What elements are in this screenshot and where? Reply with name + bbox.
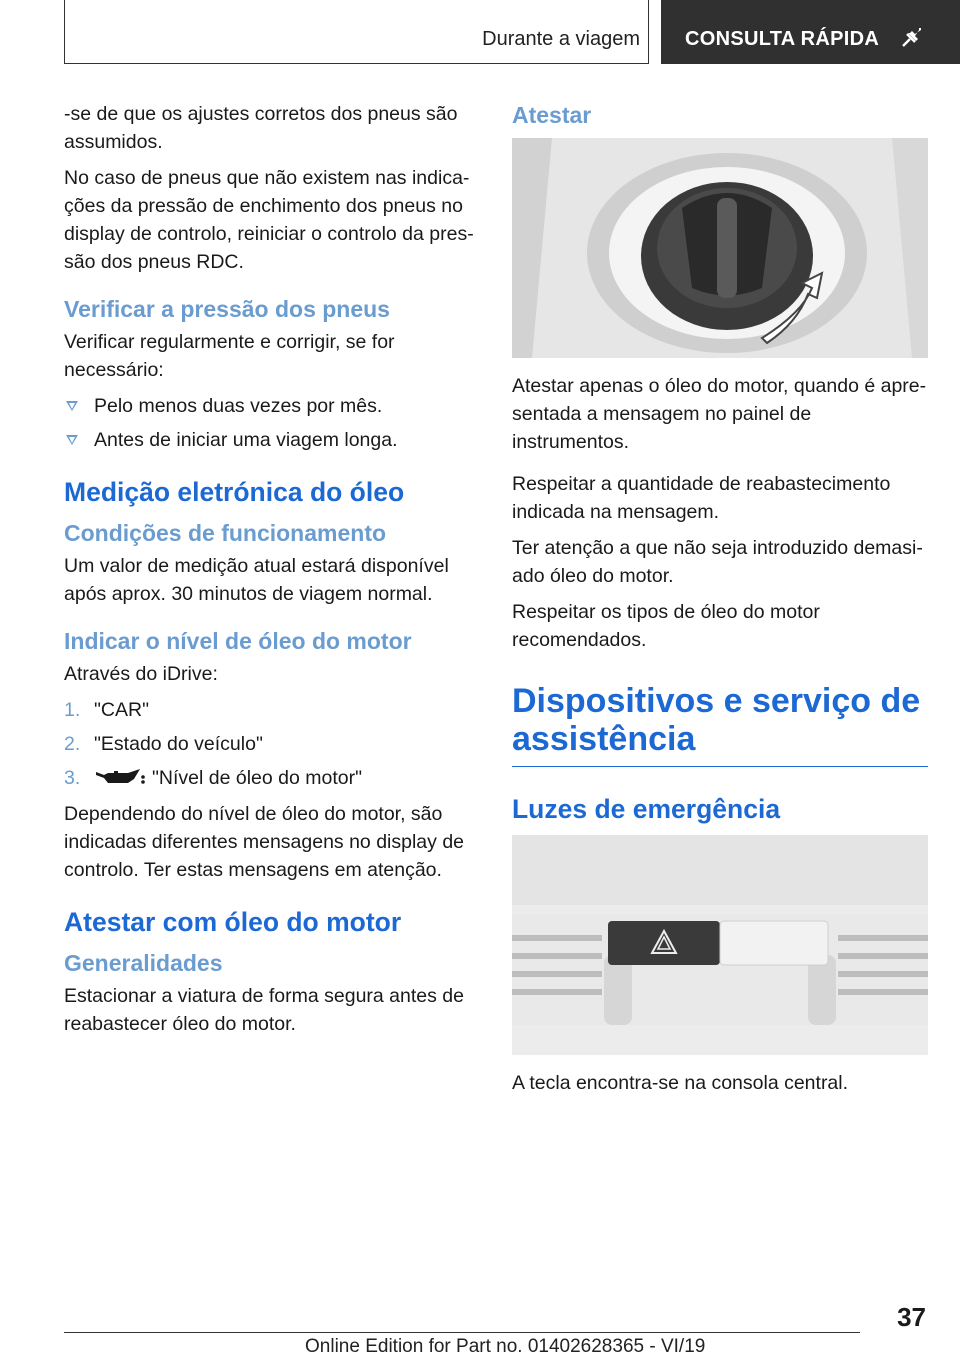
bullet-list xyxy=(64,392,476,454)
heading-medicao-oleo: Medição eletrónica do óleo xyxy=(64,477,405,507)
section-title: Durante a viagem xyxy=(482,28,640,50)
paragraph: Dependendo do nível de óleo do motor, são indicadas diferentes mensagens no display de controlo. Ter estas mensagens em atenção. xyxy=(64,803,465,881)
step-number: 1. xyxy=(64,699,81,721)
heading-condicoes: Condições de funcionamento xyxy=(64,520,387,546)
step-text: "Estado do veículo" xyxy=(94,733,263,755)
left-column xyxy=(64,100,476,1046)
step-number: 3. xyxy=(64,767,81,789)
paragraph: Atestar apenas o óleo do motor, quando é apresentada a mensagem no painel de instrumentos. xyxy=(512,375,927,453)
step-item xyxy=(64,730,476,758)
footer-divider xyxy=(64,1332,860,1333)
paragraph: Um valor de medição atual estará disponível após aprox. 30 minutos de viagem normal. xyxy=(64,555,449,605)
tab-title: CONSULTA RÁPIDA xyxy=(685,28,880,50)
paragraph: Através do iDrive: xyxy=(64,663,218,685)
heading-atestar: Atestar xyxy=(512,102,592,128)
heading-luzes-emergencia: Luzes de emergência xyxy=(512,794,781,824)
triangle-bullet-icon xyxy=(66,435,78,445)
paragraph: Respeitar os tipos de óleo do motor recomendados. xyxy=(512,601,820,651)
paragraph: A tecla encontra-se na consola central. xyxy=(512,1072,849,1094)
paragraph: Respeitar a quantidade de reabastecimento indicada na mensagem. xyxy=(512,473,891,523)
heading-atestar-oleo: Atestar com óleo do motor xyxy=(64,907,402,937)
right-column xyxy=(512,100,928,1105)
hazard-button-photo xyxy=(512,835,928,1055)
step-item xyxy=(64,764,476,792)
triangle-bullet-icon xyxy=(66,401,78,411)
list-item xyxy=(64,426,476,454)
oil-can-icon xyxy=(94,767,146,787)
step-number: 2. xyxy=(64,733,81,755)
heading-indicar-nivel: Indicar o nível de óleo do motor xyxy=(64,628,412,654)
edition-note: Online Edition for Part no. 01402628365 - VI/19 xyxy=(305,1336,706,1357)
paragraph: Ter atenção a que não seja introduzido demasiado óleo do motor. xyxy=(512,537,923,587)
paragraph: -se de que os ajustes corretos dos pneus são assumidos. xyxy=(64,103,458,153)
paragraph: No caso de pneus que não existem nas indicações da pressão de enchimento dos pneus no display de controlo, reiniciar o controlo da pressão dos pneus RDC. xyxy=(64,167,474,273)
step-text: "CAR" xyxy=(94,699,150,721)
list-item-text: Pelo menos duas vezes por mês. xyxy=(94,395,383,417)
list-item-text: Antes de iniciar uma viagem longa. xyxy=(94,429,398,451)
list-item xyxy=(64,392,476,420)
heading-dispositivos: Dispositivos e serviço de assistência xyxy=(512,682,928,767)
heading-generalidades: Generalidades xyxy=(64,950,223,976)
step-list xyxy=(64,696,476,792)
heading-verificar-pressao: Verificar a pressão dos pneus xyxy=(64,296,390,322)
paragraph: Verificar regularmente e corrigir, se for necessário: xyxy=(64,331,395,381)
page-number: 37 xyxy=(897,1302,926,1332)
oil-cap-photo xyxy=(512,138,928,358)
step-item xyxy=(64,696,476,724)
pin-icon xyxy=(897,24,925,52)
quick-reference-tab[interactable] xyxy=(661,0,960,64)
step-text: "Nível de óleo do motor" xyxy=(152,767,363,789)
paragraph: Estacionar a viatura de forma segura antes de reabastecer óleo do motor. xyxy=(64,985,464,1035)
